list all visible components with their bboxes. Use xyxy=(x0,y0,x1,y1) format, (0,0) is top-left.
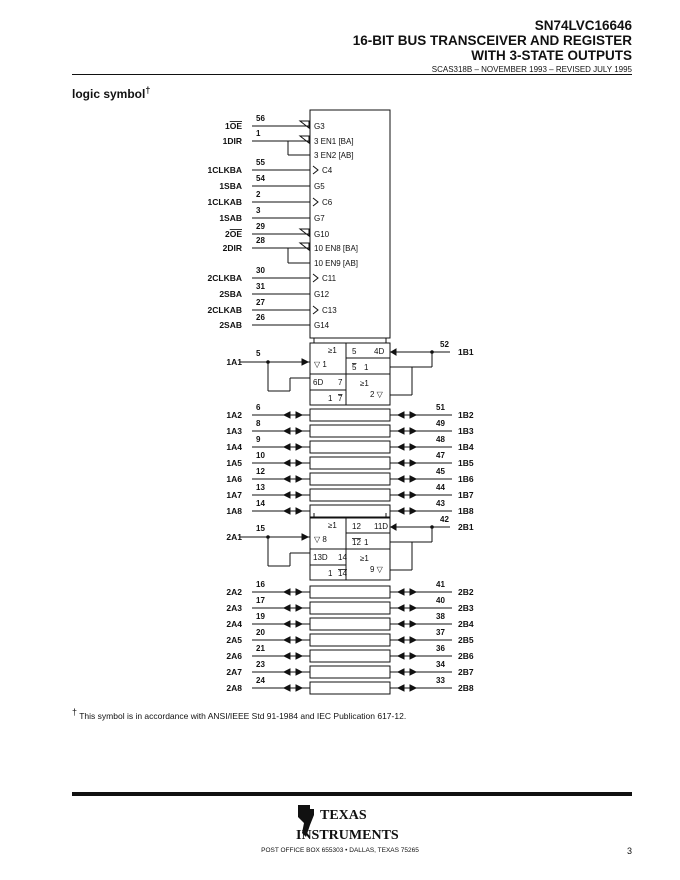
control-label-overbar: OE xyxy=(229,121,242,131)
control-qualifier: G3 xyxy=(314,122,325,131)
register-label: 4D xyxy=(374,347,385,356)
register-qualifier: 7 xyxy=(338,378,343,387)
channel2-b-label: 2B7 xyxy=(458,667,474,677)
doc-title-line2: WITH 3-STATE OUTPUTS xyxy=(471,48,632,63)
register-qualifier: 1 xyxy=(364,538,369,547)
arrow-head xyxy=(398,605,404,611)
channel2-b-pin: 33 xyxy=(436,676,445,685)
control-qualifier: 10 EN8 [BA] xyxy=(314,244,359,253)
control-qualifier: 10 EN9 [AB] xyxy=(314,259,359,268)
arrow-head xyxy=(398,508,404,514)
channel2-a-pin: 24 xyxy=(256,676,265,685)
channel2-b-label: 2B5 xyxy=(458,635,474,645)
arrow-head xyxy=(398,476,404,482)
channel2-b-pin: 36 xyxy=(436,644,445,653)
channel1-cell xyxy=(310,505,390,517)
channel1-a-pin: 13 xyxy=(256,483,265,492)
channel2-b-label: 2B3 xyxy=(458,603,474,613)
register-qualifier: 5 xyxy=(352,347,357,356)
arrow-head xyxy=(284,508,290,514)
channel1-b-label: 1B8 xyxy=(458,506,474,516)
control-label: 1CLKAB xyxy=(207,197,242,207)
channel1-a-label: 1A4 xyxy=(226,442,242,452)
channel1-a-label: 1A8 xyxy=(226,506,242,516)
footnote xyxy=(72,707,406,721)
channel1-a-pin: 8 xyxy=(256,419,261,428)
channel1-cell xyxy=(310,473,390,485)
control-pin: 29 xyxy=(256,222,265,231)
control-qualifier: 3 EN1 [BA] xyxy=(314,137,354,146)
control-label: 2OE xyxy=(224,229,242,239)
arrow-head xyxy=(398,428,404,434)
page-number: 3 xyxy=(626,846,632,856)
arrow-head xyxy=(302,534,308,540)
group2-a-label: 2A1 xyxy=(226,532,242,542)
channel1-b-label: 1B7 xyxy=(458,490,474,500)
channel1-cell xyxy=(310,441,390,453)
footnote-text: This symbol is in accordance with ANSI/IEEE Std 91-1984 and IEC Publication 617-12. xyxy=(79,710,407,721)
channel2-b-pin: 37 xyxy=(436,628,445,637)
control-qualifier: G12 xyxy=(314,290,330,299)
channel1-a-pin: 10 xyxy=(256,451,265,460)
arrow-head xyxy=(398,637,404,643)
channel1-b-pin: 48 xyxy=(436,435,445,444)
group2-b-pin: 42 xyxy=(440,515,449,524)
arrow-head xyxy=(398,492,404,498)
arrow-head xyxy=(284,412,290,418)
section-title-text: logic symbol xyxy=(72,87,146,101)
channel2-cell xyxy=(310,618,390,630)
arrow-head xyxy=(410,589,416,595)
arrow-head xyxy=(296,637,302,643)
arrow-head xyxy=(296,460,302,466)
channel1-b-label: 1B3 xyxy=(458,426,474,436)
output-buffer-label: ▽ 8 xyxy=(314,535,327,544)
doc-title-line1: 16-BIT BUS TRANSCEIVER AND REGISTER xyxy=(352,33,632,48)
arrow-head xyxy=(410,508,416,514)
clock-symbol xyxy=(313,306,318,314)
control-label-overbar: OE xyxy=(229,229,242,239)
register-qualifier: 14 xyxy=(338,553,347,562)
channel1-b-label: 1B4 xyxy=(458,442,474,452)
arrow-head xyxy=(410,412,416,418)
arrow-head xyxy=(284,589,290,595)
channel2-a-label: 2A2 xyxy=(226,587,242,597)
register-qualifier-inverted: 5 xyxy=(352,363,357,372)
control-qualifier: C11 xyxy=(322,274,337,283)
channel1-cell xyxy=(310,457,390,469)
channel1-a-pin: 12 xyxy=(256,467,265,476)
arrow-head xyxy=(410,621,416,627)
tri-state-symbol xyxy=(300,243,309,250)
channel1-a-label: 1A7 xyxy=(226,490,242,500)
arrow-head xyxy=(398,669,404,675)
control-pin: 55 xyxy=(256,158,265,167)
section-title-mark: † xyxy=(145,85,151,95)
control-pin: 30 xyxy=(256,266,265,275)
channel2-a-label: 2A5 xyxy=(226,635,242,645)
control-label: 2DIR xyxy=(222,243,242,253)
arrow-head xyxy=(296,621,302,627)
channel1-b-label: 1B6 xyxy=(458,474,474,484)
channel2-cell xyxy=(310,682,390,694)
channel1-a-pin: 6 xyxy=(256,403,261,412)
or-symbol: ≥1 xyxy=(328,521,337,530)
channel2-a-pin: 21 xyxy=(256,644,265,653)
control-label: 1OE xyxy=(224,121,242,131)
register-qualifier: 1 xyxy=(328,569,333,578)
channel1-a-label: 1A2 xyxy=(226,410,242,420)
channel2-cell xyxy=(310,650,390,662)
control-pin: 26 xyxy=(256,313,265,322)
channel2-cell xyxy=(310,586,390,598)
channel2-b-pin: 38 xyxy=(436,612,445,621)
control-qualifier: C6 xyxy=(322,198,333,207)
control-qualifier: G14 xyxy=(314,321,330,330)
ti-logo-line1: TEXAS xyxy=(320,808,367,823)
group2-a-pin: 15 xyxy=(256,524,265,533)
channel1-a-label: 1A3 xyxy=(226,426,242,436)
arrow-head xyxy=(284,685,290,691)
arrow-head xyxy=(284,476,290,482)
control-pin: 31 xyxy=(256,282,265,291)
arrow-head xyxy=(296,428,302,434)
channel1-b-label: 1B2 xyxy=(458,410,474,420)
control-qualifier: 3 EN2 [AB] xyxy=(314,151,354,160)
control-qualifier: C13 xyxy=(322,306,337,315)
channel1-a-pin: 14 xyxy=(256,499,265,508)
control-label: 2CLKBA xyxy=(207,273,242,283)
arrow-head xyxy=(284,653,290,659)
footer-rule xyxy=(72,792,632,796)
channel1-b-label: 1B5 xyxy=(458,458,474,468)
group1-b-label: 1B1 xyxy=(458,347,474,357)
arrow-head xyxy=(296,508,302,514)
channel2-cell xyxy=(310,602,390,614)
control-pin: 56 xyxy=(256,114,265,123)
arrow-head xyxy=(296,605,302,611)
control-label: 1CLKBA xyxy=(207,165,242,175)
channel1-a-label: 1A5 xyxy=(226,458,242,468)
arrow-head xyxy=(398,653,404,659)
register-label: 13D xyxy=(313,553,328,562)
arrow-head xyxy=(398,412,404,418)
register-qualifier: 12 xyxy=(352,522,361,531)
register-qualifier-inverted: 12 xyxy=(352,538,361,547)
control-label: 1SBA xyxy=(219,181,242,191)
clock-symbol xyxy=(313,166,318,174)
output-buffer-label: 2 ▽ xyxy=(370,390,383,399)
arrow-head xyxy=(398,460,404,466)
channel2-a-label: 2A8 xyxy=(226,683,242,693)
arrow-head xyxy=(284,605,290,611)
control-qualifier: G5 xyxy=(314,182,325,191)
clock-symbol xyxy=(313,198,318,206)
register-qualifier-inverted: 14 xyxy=(338,569,347,578)
channel2-a-label: 2A6 xyxy=(226,651,242,661)
or-symbol: ≥1 xyxy=(328,346,337,355)
arrow-head xyxy=(410,653,416,659)
control-label: 2SBA xyxy=(219,289,242,299)
channel2-a-pin: 23 xyxy=(256,660,265,669)
register-qualifier: 1 xyxy=(328,394,333,403)
channel2-b-label: 2B6 xyxy=(458,651,474,661)
control-pin: 3 xyxy=(256,206,261,215)
arrow-head xyxy=(410,476,416,482)
or-symbol: ≥1 xyxy=(360,379,369,388)
group1-a-pin: 5 xyxy=(256,349,261,358)
control-pin: 27 xyxy=(256,298,265,307)
arrow-head xyxy=(296,492,302,498)
control-label: 2SAB xyxy=(219,320,242,330)
output-buffer-label: ▽ 1 xyxy=(314,360,327,369)
notch-left xyxy=(310,338,314,343)
arrow-head xyxy=(410,637,416,643)
group1-a-label: 1A1 xyxy=(226,357,242,367)
arrow-head xyxy=(398,444,404,450)
channel2-a-pin: 20 xyxy=(256,628,265,637)
arrow-head xyxy=(410,444,416,450)
arrow-head xyxy=(284,444,290,450)
channel1-b-pin: 43 xyxy=(436,499,445,508)
channel2-cell xyxy=(310,666,390,678)
channel2-b-label: 2B2 xyxy=(458,587,474,597)
channel2-cell xyxy=(310,634,390,646)
channel2-a-pin: 19 xyxy=(256,612,265,621)
arrow-head xyxy=(284,637,290,643)
channel1-b-pin: 47 xyxy=(436,451,445,460)
channel1-b-pin: 45 xyxy=(436,467,445,476)
arrow-head xyxy=(398,685,404,691)
arrow-head xyxy=(296,653,302,659)
register-label: 6D xyxy=(313,378,324,387)
notch-right xyxy=(386,338,390,343)
register-qualifier: 1 xyxy=(364,363,369,372)
control-qualifier: C4 xyxy=(322,166,333,175)
channel1-cell xyxy=(310,409,390,421)
channel2-b-label: 2B8 xyxy=(458,683,474,693)
footnote-mark: † xyxy=(72,707,78,717)
or-symbol: ≥1 xyxy=(360,554,369,563)
channel2-b-pin: 41 xyxy=(436,580,445,589)
control-pin: 28 xyxy=(256,236,265,245)
channel2-b-pin: 40 xyxy=(436,596,445,605)
control-pin: 2 xyxy=(256,190,261,199)
channel1-cell xyxy=(310,489,390,501)
arrow-head xyxy=(410,685,416,691)
part-number: SN74LVC16646 xyxy=(534,18,632,33)
channel1-b-pin: 44 xyxy=(436,483,445,492)
channel2-a-pin: 16 xyxy=(256,580,265,589)
register-qualifier-inverted: 7 xyxy=(338,394,343,403)
channel2-b-pin: 34 xyxy=(436,660,445,669)
control-label: 1DIR xyxy=(222,136,242,146)
arrow-head xyxy=(410,669,416,675)
footer-address: POST OFFICE BOX 655303 • DALLAS, TEXAS 75265 xyxy=(261,847,419,854)
tri-state-symbol xyxy=(300,121,309,128)
channel1-cell xyxy=(310,425,390,437)
channel1-a-label: 1A6 xyxy=(226,474,242,484)
arrow-head xyxy=(284,669,290,675)
doc-info: SCAS318B – NOVEMBER 1993 – REVISED JULY 1995 xyxy=(431,65,632,74)
ti-logo xyxy=(292,803,422,843)
channel1-b-pin: 51 xyxy=(436,403,445,412)
channel2-a-label: 2A7 xyxy=(226,667,242,677)
arrow-head xyxy=(284,492,290,498)
arrow-head xyxy=(296,685,302,691)
output-buffer-label: 9 ▽ xyxy=(370,565,383,574)
register-label: 11D xyxy=(374,522,389,531)
channel2-a-label: 2A3 xyxy=(226,603,242,613)
arrow-head xyxy=(296,476,302,482)
ti-logo-line2: INSTRUMENTS xyxy=(296,828,399,843)
arrow-head xyxy=(391,349,396,355)
control-pin: 54 xyxy=(256,174,265,183)
control-label: 2CLKAB xyxy=(207,305,242,315)
arrow-head xyxy=(284,460,290,466)
arrow-head xyxy=(296,669,302,675)
clock-symbol xyxy=(313,274,318,282)
arrow-head xyxy=(284,621,290,627)
arrow-head xyxy=(302,359,308,365)
arrow-head xyxy=(410,428,416,434)
arrow-head xyxy=(391,524,396,530)
group1-b-pin: 52 xyxy=(440,340,449,349)
channel1-a-pin: 9 xyxy=(256,435,261,444)
channel2-a-label: 2A4 xyxy=(226,619,242,629)
control-qualifier: G7 xyxy=(314,214,325,223)
arrow-head xyxy=(410,460,416,466)
arrow-head xyxy=(296,444,302,450)
arrow-head xyxy=(398,589,404,595)
channel2-a-pin: 17 xyxy=(256,596,265,605)
arrow-head xyxy=(410,605,416,611)
arrow-head xyxy=(284,428,290,434)
tri-state-symbol xyxy=(300,136,309,143)
arrow-head xyxy=(398,621,404,627)
arrow-head xyxy=(296,589,302,595)
tri-state-symbol xyxy=(300,229,309,236)
control-pin: 1 xyxy=(256,129,261,138)
arrow-head xyxy=(410,492,416,498)
channel1-b-pin: 49 xyxy=(436,419,445,428)
control-qualifier: G10 xyxy=(314,230,330,239)
control-label: 1SAB xyxy=(219,213,242,223)
channel2-b-label: 2B4 xyxy=(458,619,474,629)
arrow-head xyxy=(296,412,302,418)
group2-b-label: 2B1 xyxy=(458,522,474,532)
